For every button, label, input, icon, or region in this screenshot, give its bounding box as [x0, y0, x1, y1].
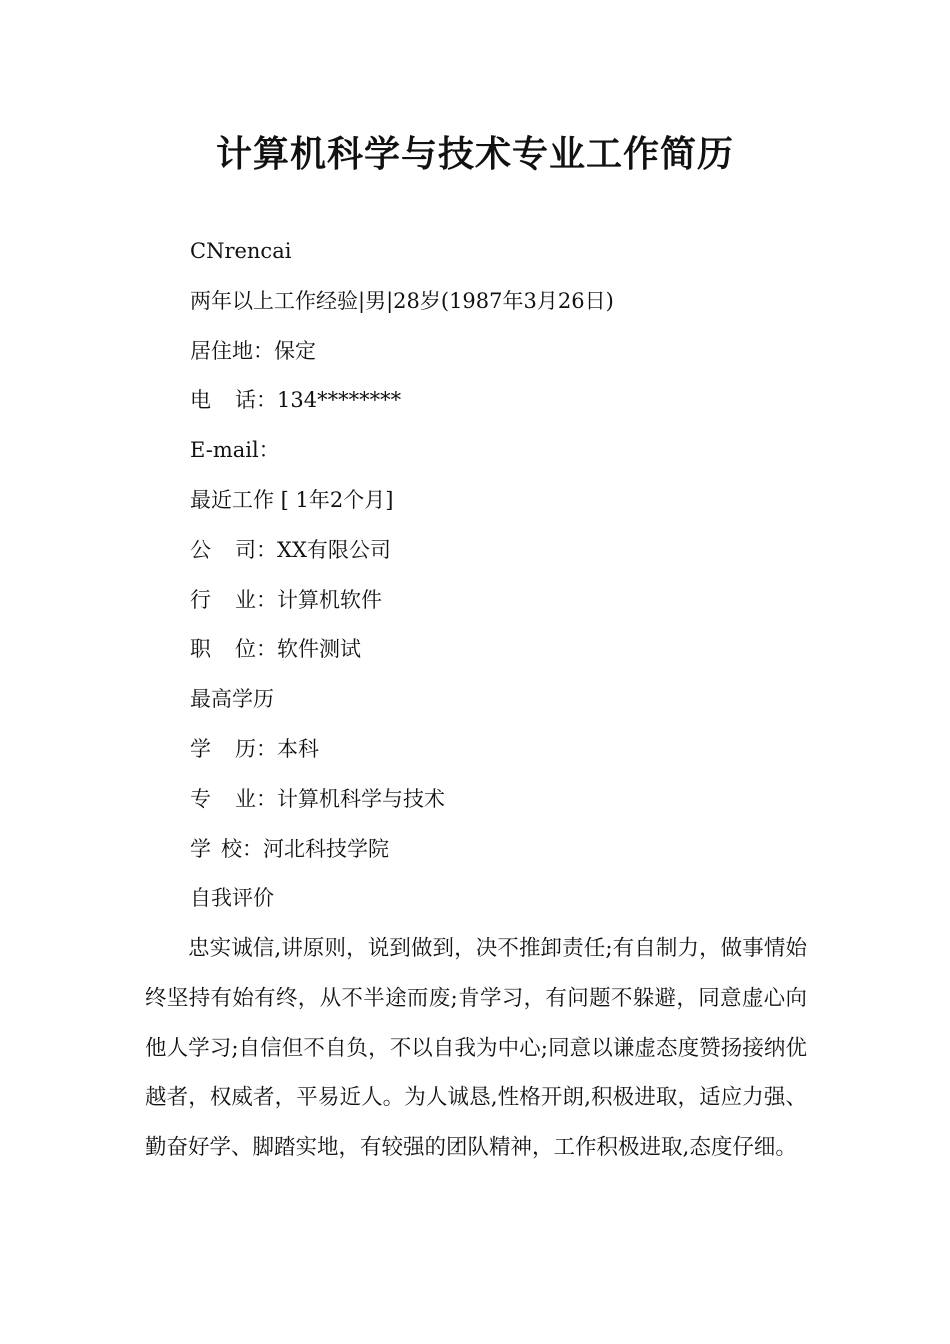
school-label-b: 校： [221, 836, 263, 861]
position-value: 软件测试 [277, 637, 361, 662]
email-line [190, 431, 830, 481]
industry-value: 计算机软件 [277, 587, 382, 612]
school-label-a: 学 [190, 836, 211, 861]
company-value: XX有限公司 [277, 537, 391, 562]
phone-line [190, 381, 830, 431]
residence-label: 居住地： [190, 338, 274, 363]
phone-label-b: 话： [235, 388, 277, 413]
degree-label-a: 学 [190, 736, 211, 761]
major-line [190, 780, 830, 830]
summary-line: 两年以上工作经验|男|28岁(1987年3月26日) [190, 288, 614, 313]
industry-label-a: 行 [190, 587, 211, 612]
residence-value: 保定 [274, 338, 316, 363]
self-eval-heading: 自我评价 [190, 886, 274, 911]
major-label-a: 专 [190, 786, 211, 811]
page-title: 计算机科学与技术专业工作简历 [215, 133, 734, 175]
email-label: E-mail： [190, 438, 280, 463]
industry-line [190, 581, 830, 631]
recent-job-heading: 最近工作 [ 1年2个月] [190, 487, 394, 512]
school-line [190, 830, 830, 880]
degree-label-b: 历： [235, 736, 277, 761]
degree-value: 本科 [277, 736, 319, 761]
phone-value: 134******** [277, 388, 402, 413]
major-label-b: 业： [235, 786, 277, 811]
company-label-b: 司： [235, 537, 277, 562]
phone-label-a: 电 [190, 388, 211, 413]
school-value: 河北科技学院 [263, 836, 389, 861]
self-eval-paragraph: 忠实诚信,讲原则，说到做到，决不推卸责任;有自制力，做事情始终坚持有始有终，从不半途而废;肯学习，有问题不躲避，同意虚心向他人学习;自信但不自负，不以自我为中心;同意以谦虚态度赞扬接纳优越者，权威者，平易近人。为人诚恳,性格开朗,积极进取，适应力强、勤奋好学、脚踏实地，有较强的团队精神，工作积极进取,态度仔细。 [145, 936, 807, 1161]
source-line: CNrencai [190, 239, 292, 263]
position-label-a: 职 [190, 637, 211, 662]
education-heading: 最高学历 [190, 687, 274, 712]
residence-line [190, 332, 830, 382]
degree-line [190, 730, 830, 780]
position-label-b: 位： [235, 637, 277, 662]
company-line [190, 531, 830, 581]
major-value: 计算机科学与技术 [277, 786, 445, 811]
company-label-a: 公 [190, 537, 211, 562]
position-line [190, 630, 830, 680]
industry-label-b: 业： [235, 587, 277, 612]
resume-info-list [190, 232, 830, 929]
